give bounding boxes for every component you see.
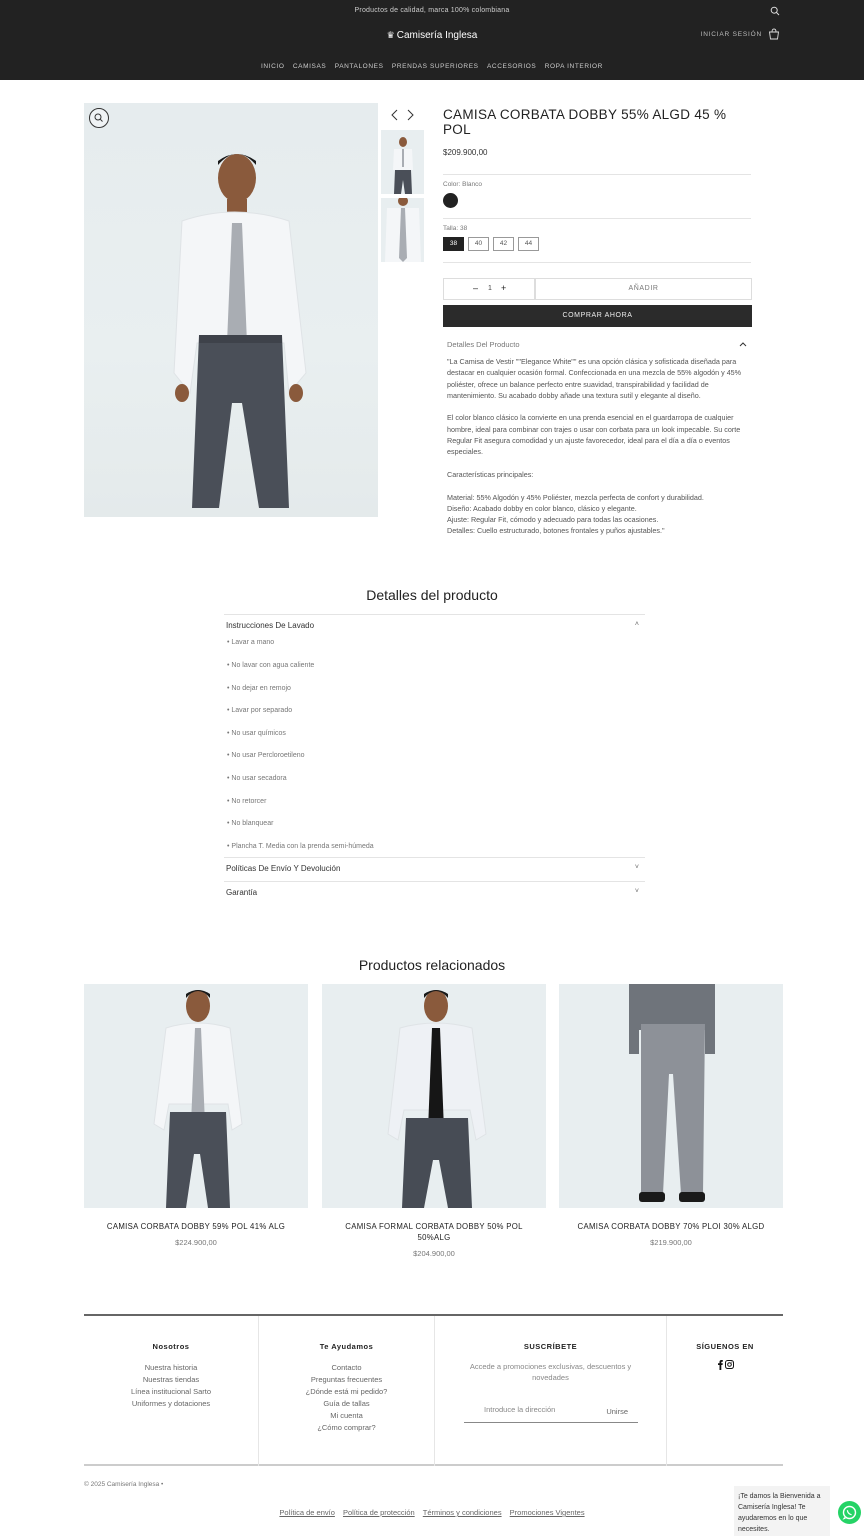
- whatsapp-button[interactable]: [838, 1501, 861, 1524]
- washing-item: • No usar Percloroetileno: [227, 752, 305, 759]
- subscribe-text: Accede a promociones exclusivas, descuentos y novedades: [469, 1362, 632, 1382]
- divider: [443, 218, 751, 219]
- site-header: [0, 0, 864, 80]
- divider: [224, 614, 645, 615]
- footer-heading: Nosotros: [152, 1342, 190, 1351]
- prev-arrow-icon[interactable]: [392, 110, 397, 120]
- size-label: Talla:: [443, 225, 459, 232]
- size-40-button[interactable]: 40: [468, 237, 489, 251]
- product-price: $209.900,00: [443, 148, 488, 157]
- whatsapp-icon: [838, 1501, 861, 1524]
- next-arrow-icon[interactable]: [408, 110, 413, 120]
- footer-heading: Te Ayudamos: [319, 1342, 374, 1351]
- social-icons: [715, 1359, 735, 1370]
- facebook-icon[interactable]: [718, 1360, 723, 1370]
- product-description: [447, 356, 751, 548]
- shipping-heading: Políticas De Envío Y Devolución: [226, 864, 341, 873]
- footer-link[interactable]: Línea institucional Sarto: [130, 1387, 212, 1396]
- qty-increase-button[interactable]: +: [501, 283, 507, 293]
- description-paragraph: El color blanco clásico la convierte en una prenda esencial en el guardarropa de cualquier hombre, ideal para combinar con trajes o usar con corbata para un look impecable. Su corte Regular Fit asegura comodidad y un ajuste favorecedor, ideal para el día a día o eventos especiales.: [447, 413, 741, 457]
- nav-camisas[interactable]: CAMISAS: [292, 63, 327, 70]
- accordion-title: Detalles Del Producto: [447, 340, 520, 349]
- chevron-down-icon: ˅: [634, 888, 639, 895]
- color-option: [443, 181, 482, 188]
- size-44-button[interactable]: 44: [518, 237, 539, 251]
- divider: [224, 857, 645, 858]
- site-footer: [84, 1314, 783, 1466]
- related-product-image[interactable]: [84, 984, 308, 1208]
- washing-item: • No lavar con agua caliente: [227, 662, 315, 669]
- related-product-card[interactable]: [84, 984, 308, 1247]
- washing-item: • No usar químicos: [227, 730, 286, 737]
- washing-item: • Plancha T. Media con la prenda semi-húmeda: [227, 843, 374, 850]
- size-value: 38: [460, 225, 468, 232]
- shopping-bag-icon[interactable]: [768, 28, 780, 40]
- search-icon[interactable]: [770, 6, 780, 16]
- legal-link[interactable]: Política de protección: [342, 1508, 415, 1517]
- related-product-name[interactable]: CAMISA FORMAL CORBATA DOBBY 50% POL 50%ALG: [345, 1222, 523, 1242]
- washing-item: • No usar secadora: [227, 775, 287, 782]
- nav-inicio[interactable]: INICIO: [261, 63, 285, 70]
- warranty-accordion[interactable]: [226, 888, 639, 897]
- related-product-name[interactable]: CAMISA CORBATA DOBBY 70% PLOI 30% ALGD: [577, 1222, 765, 1231]
- size-option: [443, 225, 467, 232]
- magnifier-icon: [90, 109, 108, 127]
- qty-decrease-button[interactable]: –: [473, 283, 479, 293]
- email-field[interactable]: [464, 1402, 638, 1423]
- zoom-button[interactable]: [89, 108, 109, 128]
- washing-item: • No dejar en remojo: [227, 685, 291, 692]
- main-nav: [0, 63, 864, 70]
- warranty-heading: Garantía: [226, 888, 258, 897]
- social-links: [667, 1359, 783, 1373]
- subscribe-button[interactable]: Unirse: [606, 1407, 628, 1416]
- legal-link[interactable]: Promociones Vigentes: [509, 1508, 585, 1517]
- footer-col-social: [666, 1316, 783, 1466]
- related-product-card[interactable]: [559, 984, 783, 1247]
- color-value: Blanco: [462, 181, 483, 188]
- nav-ropa-interior[interactable]: ROPA INTERIOR: [544, 63, 603, 70]
- legal-link[interactable]: Términos y condiciones: [422, 1508, 502, 1517]
- washing-accordion[interactable]: [226, 621, 639, 630]
- washing-item: • No blanquear: [227, 820, 274, 827]
- nav-accesorios[interactable]: ACCESORIOS: [486, 63, 537, 70]
- divider: [443, 174, 751, 175]
- color-label: Color:: [443, 181, 461, 188]
- add-to-cart-button[interactable]: AÑADIR: [535, 278, 752, 300]
- qty-value[interactable]: 1: [488, 285, 492, 292]
- related-section-title: Productos relacionados: [358, 957, 506, 973]
- shipping-accordion[interactable]: [226, 864, 639, 873]
- product-title: CAMISA CORBATA DOBBY 55% ALGD 45 % POL: [443, 107, 727, 137]
- color-swatch-black[interactable]: [443, 193, 458, 208]
- product-main-image[interactable]: [84, 103, 378, 517]
- footer-heading: SÍGUENOS EN: [696, 1342, 754, 1351]
- product-thumbnail[interactable]: [381, 198, 424, 262]
- related-product-image[interactable]: [559, 984, 783, 1208]
- footer-heading: SUSCRÍBETE: [523, 1342, 578, 1351]
- chevron-up-icon: [739, 341, 747, 347]
- buy-now-button[interactable]: COMPRAR AHORA: [443, 305, 752, 327]
- copyright: © 2025 Camisería Inglesa •: [84, 1481, 164, 1488]
- details-section-title: Detalles del producto: [366, 587, 498, 603]
- legal-link[interactable]: Política de envío: [279, 1508, 335, 1517]
- chevron-down-icon: ˅: [634, 864, 639, 871]
- washing-item: • No retorcer: [227, 798, 267, 805]
- related-product-price: $204.900,00: [413, 1249, 455, 1258]
- divider: [443, 262, 751, 263]
- login-link[interactable]: INICIAR SESIÓN: [700, 31, 762, 38]
- description-paragraph: Material: 55% Algodón y 45% Poliéster, mezcla perfecta de confort y durabilidad. Diseño: Acabado dobby en color blanco, clásico y elegante. Ajuste: Regular Fit, cómodo y adecuado para todas las ocasiones. Detalles: Cuello estructurado, botones frontales y puños ajustables.": [447, 492, 704, 536]
- quantity-stepper: [443, 278, 535, 300]
- divider: [224, 881, 645, 882]
- size-42-button[interactable]: 42: [493, 237, 514, 251]
- chevron-up-icon: ˄: [634, 621, 639, 628]
- instagram-icon[interactable]: [726, 1361, 734, 1369]
- footer-col-nosotros: [84, 1316, 258, 1466]
- footer-link[interactable]: Contacto: [331, 1363, 362, 1372]
- footer-link[interactable]: Guía de tallas: [323, 1399, 370, 1408]
- related-product-price: $219.900,00: [650, 1238, 692, 1247]
- announcement-bar: Productos de calidad, marca 100% colombiana: [354, 7, 510, 14]
- footer-link[interactable]: Nuestra historia: [144, 1363, 198, 1372]
- footer-link[interactable]: Preguntas frecuentes: [310, 1375, 383, 1384]
- footer-link[interactable]: Nuestras tiendas: [142, 1375, 200, 1384]
- chat-welcome-bubble[interactable]: ¡Te damos la Bienvenida a Camisería Inglesa! Te ayudaremos en lo que necesites.: [734, 1486, 830, 1536]
- related-product-name[interactable]: CAMISA CORBATA DOBBY 59% POL 41% ALG: [106, 1222, 286, 1231]
- related-product-image[interactable]: [322, 984, 546, 1208]
- footer-col-ayuda: [258, 1316, 434, 1466]
- email-placeholder: Introduce la dirección: [484, 1405, 556, 1414]
- footer-link[interactable]: ¿Cómo comprar?: [317, 1423, 376, 1432]
- model-figure: [84, 103, 378, 517]
- size-38-button[interactable]: 38: [443, 237, 464, 251]
- nav-prendas-superiores[interactable]: PRENDAS SUPERIORES: [391, 63, 479, 70]
- footer-link[interactable]: Uniformes y dotaciones: [131, 1399, 211, 1408]
- nav-pantalones[interactable]: PANTALONES: [334, 63, 384, 70]
- washing-item: • Lavar a mano: [227, 639, 275, 646]
- product-thumbnail[interactable]: [381, 130, 424, 194]
- footer-link[interactable]: ¿Dónde está mi pedido?: [305, 1387, 388, 1396]
- description-paragraph: "La Camisa de Vestir ""Elegance White"" es una opción clásica y sofisticada diseñada para destacar en cualquier ocasión formal. Confeccionada en una mezcla de 55% algodón y 45% poliéster, ofrece un balance perfecto entre suavidad, transpirabilidad y facilidad de mantenimiento. Su acabado dobby añade una textura sutil y elegante al diseño.: [447, 357, 742, 400]
- related-product-price: $224.900,00: [175, 1238, 217, 1247]
- product-details-accordion[interactable]: [447, 340, 747, 349]
- description-paragraph: Características principales:: [447, 469, 534, 479]
- logo-text: Camisería Inglesa: [396, 30, 478, 41]
- footer-col-subscribe: [434, 1316, 666, 1466]
- related-product-card[interactable]: [322, 984, 546, 1258]
- crown-icon: ♛: [386, 30, 395, 40]
- washing-item: • Lavar por separado: [227, 707, 293, 714]
- gallery-arrows: [389, 108, 419, 122]
- footer-link[interactable]: Mi cuenta: [330, 1411, 363, 1420]
- washing-heading: Instrucciones De Lavado: [226, 621, 315, 630]
